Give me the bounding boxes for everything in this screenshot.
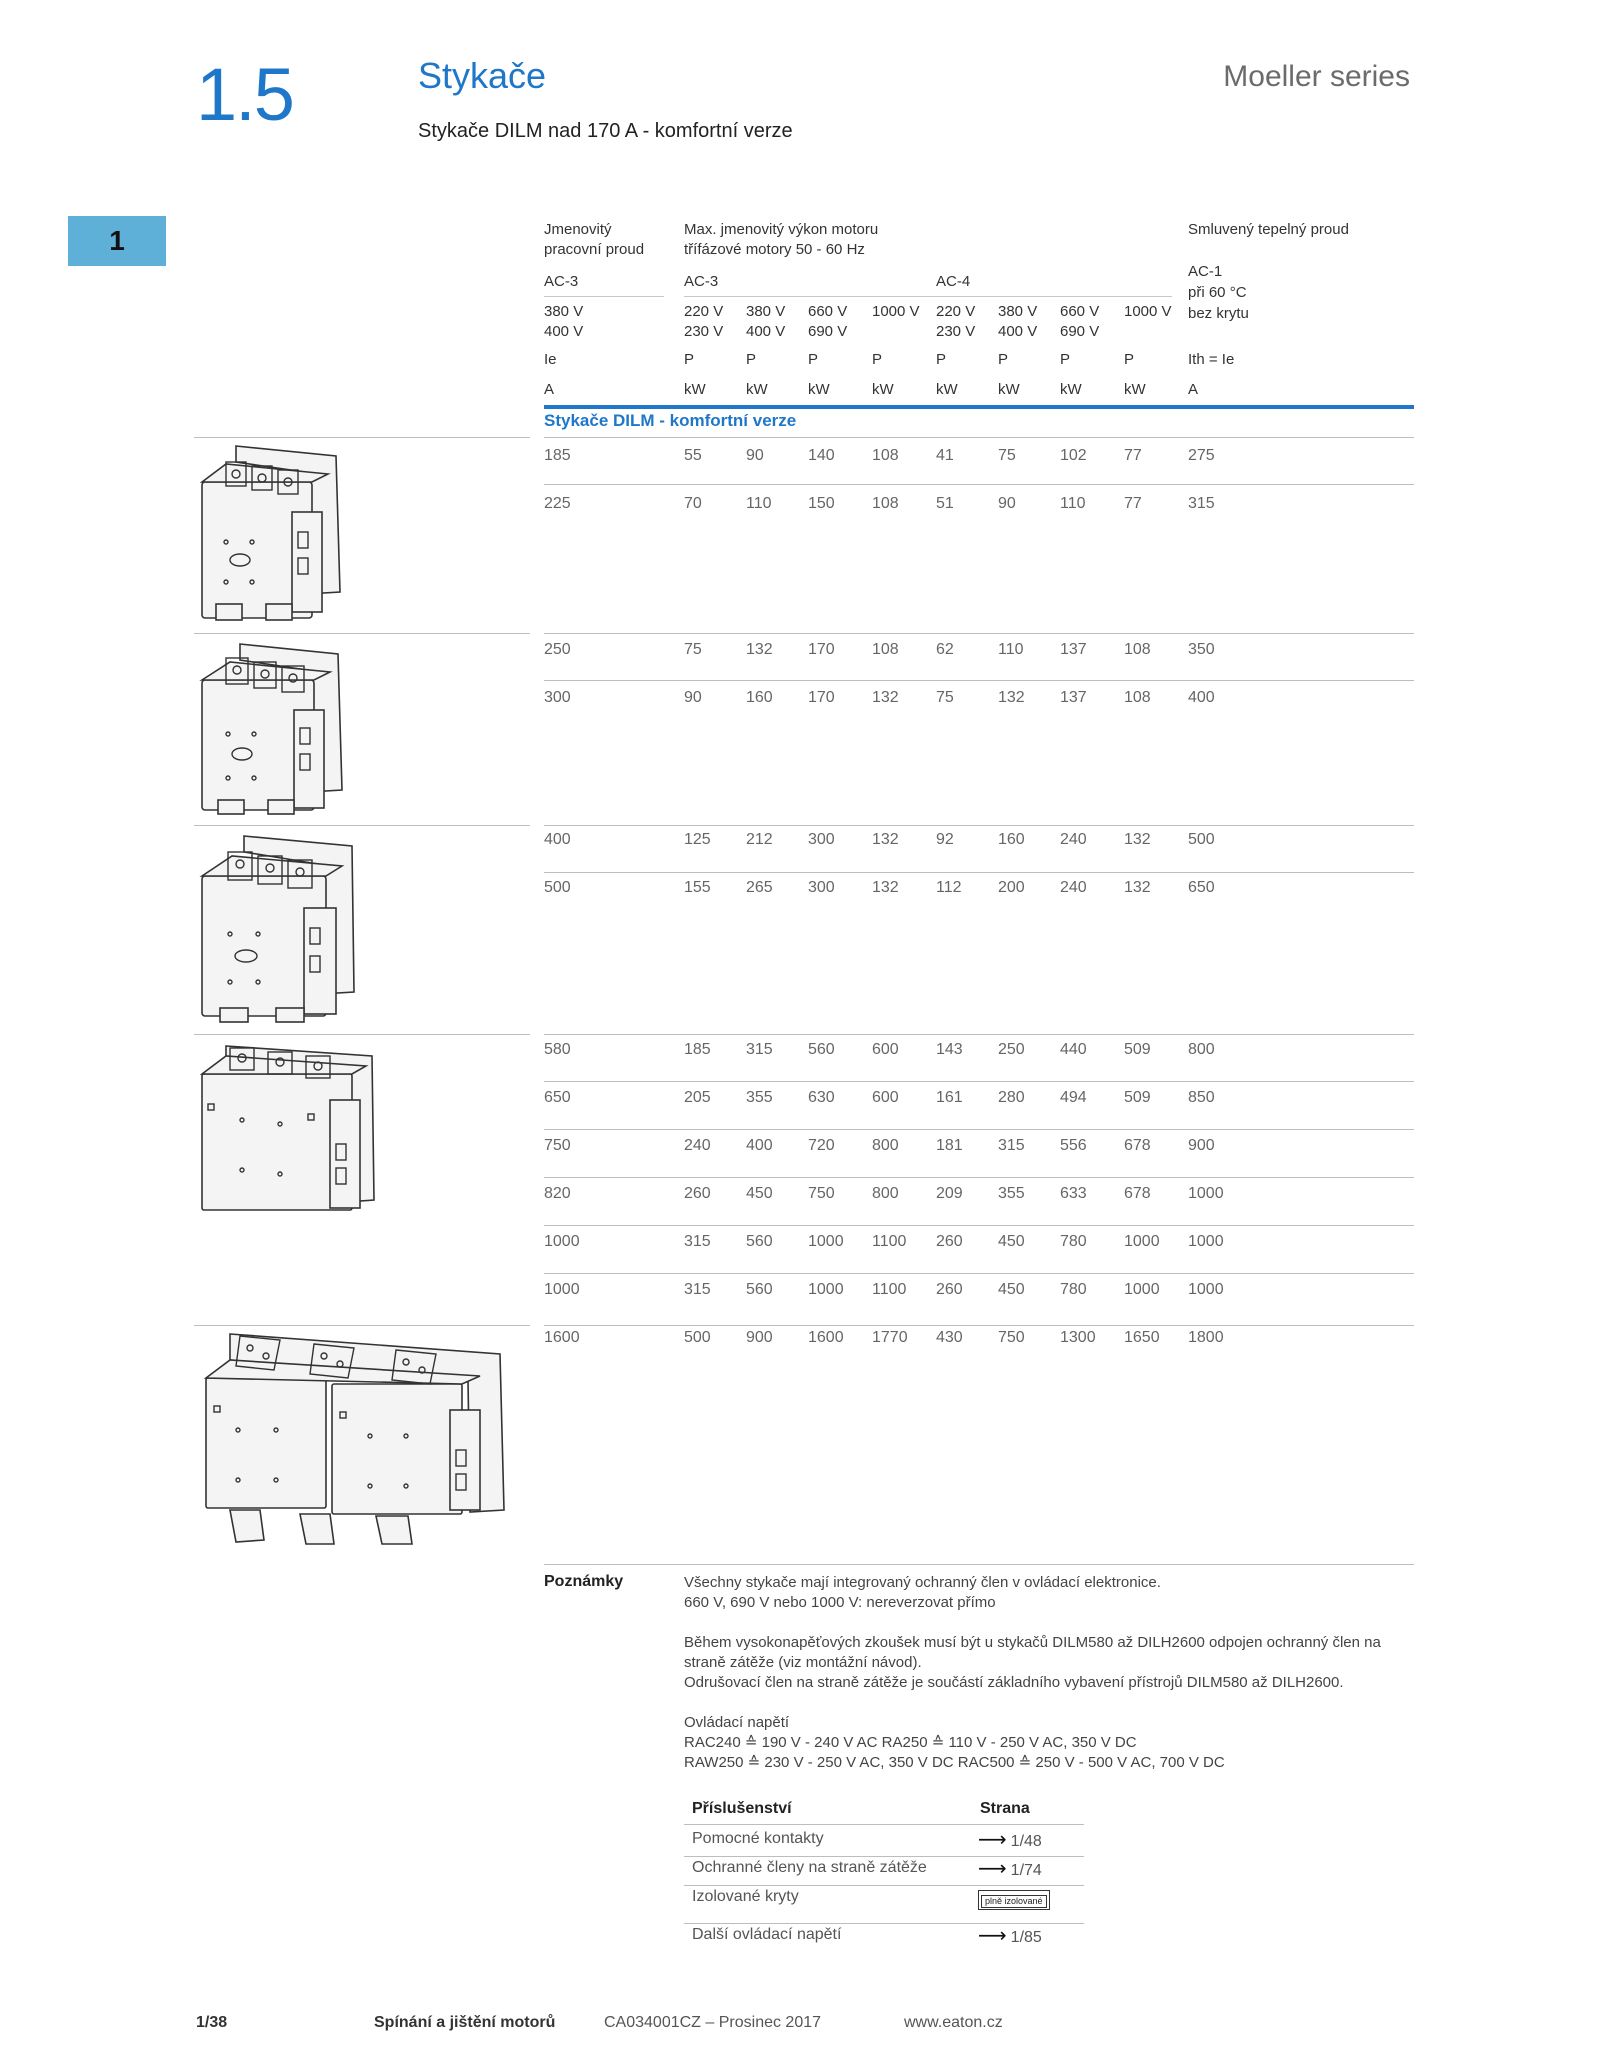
- table-cell: 77: [1124, 495, 1142, 512]
- table-cell: 132: [872, 879, 899, 896]
- row-divider: [544, 1273, 1414, 1274]
- table-cell: 500: [684, 1329, 711, 1346]
- table-cell: 900: [746, 1329, 773, 1346]
- table-cell: 400: [1188, 689, 1215, 706]
- accessories-divider: [684, 1885, 1084, 1886]
- chapter-tab: 1: [68, 216, 166, 266]
- row-divider: [544, 1325, 1414, 1326]
- unit-header: kW: [936, 381, 958, 398]
- note-line: Odrušovací člen na straně zátěže je součástí základního vybavení přístrojů DILM580 až DILH2600.: [684, 1674, 1344, 1691]
- table-cell: 260: [684, 1185, 711, 1202]
- table-cell: 125: [684, 831, 711, 848]
- table-cell: 132: [872, 689, 899, 706]
- table-cell: 90: [684, 689, 702, 706]
- image-divider: [194, 825, 530, 826]
- contactor-drawing-2: [196, 640, 346, 820]
- table-cell: 900: [1188, 1137, 1215, 1154]
- symbol-header: P: [808, 351, 819, 368]
- note-line: Během vysokonapěťových zkoušek musí být u stykačů DILM580 až DILH2600 odpojen ochranný člen na: [684, 1634, 1381, 1651]
- table-cell: 400: [746, 1137, 773, 1154]
- voltage-header: 380 V 400 V: [746, 303, 786, 340]
- voltage-header: 660 V 690 V: [1060, 303, 1100, 340]
- note-line: RAC240 ≙ 190 V - 240 V AC RA250 ≙ 110 V - 250 V AC, 350 V DC: [684, 1734, 1137, 1751]
- table-cell: 720: [808, 1137, 835, 1154]
- table-cell: 212: [746, 831, 773, 848]
- col-ac1-temp: při 60 °C: [1188, 284, 1247, 301]
- col-ac4: AC-4: [936, 273, 971, 290]
- table-cell: 143: [936, 1041, 963, 1058]
- unit-header: A: [544, 381, 555, 398]
- row-divider: [544, 1081, 1414, 1082]
- symbol-header: P: [1124, 351, 1135, 368]
- table-cell: 240: [1060, 879, 1087, 896]
- table-cell: 102: [1060, 447, 1087, 464]
- row-divider: [544, 1225, 1414, 1226]
- table-cell: 315: [1188, 495, 1215, 512]
- table-cell: 633: [1060, 1185, 1087, 1202]
- table-cell: 1000: [808, 1281, 844, 1298]
- table-cell: 750: [544, 1137, 571, 1154]
- table-cell: 750: [998, 1329, 1025, 1346]
- note-line: Ovládací napětí: [684, 1714, 790, 1731]
- col-group-thermal: Smluvený tepelný proud: [1188, 221, 1349, 238]
- table-cell: 315: [684, 1281, 711, 1298]
- table-cell: 110: [746, 495, 772, 512]
- col-group-power: Max. jmenovitý výkon motoru třífázové motory 50 - 60 Hz: [684, 221, 879, 258]
- row-divider: [544, 437, 1414, 438]
- table-cell: 500: [1188, 831, 1215, 848]
- table-cell: 137: [1060, 641, 1087, 658]
- accessory-page-link[interactable]: ⟶ 1/74: [978, 1858, 1042, 1880]
- accessory-item-covers: Izolované kryty: [692, 1888, 799, 1905]
- table-cell: 108: [872, 641, 899, 658]
- table-cell: 260: [936, 1233, 963, 1250]
- image-divider: [194, 1325, 530, 1326]
- table-cell: 108: [1124, 689, 1151, 706]
- col-ac3-left: AC-3: [544, 273, 579, 290]
- table-cell: 440: [1060, 1041, 1087, 1058]
- row-divider: [544, 1034, 1414, 1035]
- table-cell: 780: [1060, 1281, 1087, 1298]
- table-cell: 1000: [1124, 1281, 1160, 1298]
- voltage-header: 1000 V: [872, 303, 920, 320]
- col-group-current: Jmenovitý pracovní proud: [544, 221, 645, 258]
- symbol-header: P: [998, 351, 1009, 368]
- series-label: Moeller series: [1223, 60, 1410, 93]
- row-divider: [544, 633, 1414, 634]
- table-cell: 75: [684, 641, 702, 658]
- table-cell: 90: [998, 495, 1016, 512]
- table-cell: 62: [936, 641, 954, 658]
- row-divider: [544, 484, 1414, 485]
- unit-header: kW: [872, 381, 894, 398]
- table-cell: 355: [746, 1089, 773, 1106]
- footer-document: CA034001CZ – Prosinec 2017: [604, 2014, 822, 2031]
- arrow-right-icon: ⟶: [978, 1925, 1007, 1947]
- page-title: Stykače: [418, 55, 547, 96]
- table-cell: 275: [1188, 447, 1215, 464]
- contactor-drawing-5: [200, 1330, 510, 1546]
- table-cell: 556: [1060, 1137, 1087, 1154]
- table-cell: 1000: [544, 1233, 580, 1250]
- table-cell: 678: [1124, 1185, 1151, 1202]
- table-cell: 108: [872, 495, 899, 512]
- table-cell: 1000: [1188, 1233, 1224, 1250]
- voltage-header: 220 V 230 V: [936, 303, 976, 340]
- table-cell: 560: [746, 1233, 773, 1250]
- table-cell: 132: [1124, 831, 1151, 848]
- table-cell: 1770: [872, 1329, 908, 1346]
- unit-header: A: [1188, 381, 1199, 398]
- table-cell: 260: [936, 1281, 963, 1298]
- footer-section: Spínání a jištění motorů: [374, 2014, 556, 2031]
- table-cell: 41: [936, 447, 954, 464]
- table-cell: 90: [746, 447, 764, 464]
- row-divider: [544, 1129, 1414, 1130]
- image-divider: [194, 633, 530, 634]
- unit-header: kW: [998, 381, 1020, 398]
- header-rule: [684, 296, 1172, 297]
- table-cell: 132: [872, 831, 899, 848]
- table-cell: 820: [544, 1185, 571, 1202]
- voltage-header: 660 V 690 V: [808, 303, 848, 340]
- table-cell: 450: [998, 1281, 1025, 1298]
- table-cell: 75: [936, 689, 954, 706]
- table-cell: 650: [1188, 879, 1215, 896]
- accessory-page-link[interactable]: ⟶ 1/85: [978, 1925, 1042, 1947]
- table-cell: 77: [1124, 447, 1142, 464]
- symbol-header: Ie: [544, 351, 557, 368]
- table-cell: 450: [998, 1233, 1025, 1250]
- table-cell: 678: [1124, 1137, 1151, 1154]
- table-cell: 205: [684, 1089, 711, 1106]
- row-divider: [544, 680, 1414, 681]
- table-cell: 240: [1060, 831, 1087, 848]
- table-cell: 300: [808, 879, 835, 896]
- notes-text: [684, 1573, 1381, 1773]
- unit-header: kW: [684, 381, 706, 398]
- table-cell: 92: [936, 831, 954, 848]
- table-cell: 300: [808, 831, 835, 848]
- page-subtitle: Stykače DILM nad 170 A - komfortní verze: [418, 120, 793, 142]
- contactor-drawing-4: [196, 1040, 376, 1216]
- table-cell: 1600: [808, 1329, 844, 1346]
- table-cell: 1000: [808, 1233, 844, 1250]
- table-cell: 185: [544, 447, 571, 464]
- table-cell: 250: [544, 641, 571, 658]
- accessory-item-voltage: Další ovládací napětí: [692, 1926, 842, 1943]
- table-cell: 800: [872, 1137, 899, 1154]
- table-cell: 181: [936, 1137, 963, 1154]
- voltage-header: 380 V 400 V: [544, 303, 584, 340]
- table-cell: 108: [1124, 641, 1151, 658]
- table-cell: 630: [808, 1089, 835, 1106]
- table-cell: 132: [1124, 879, 1151, 896]
- table-cell: 500: [544, 879, 571, 896]
- table-cell: 560: [808, 1041, 835, 1058]
- table-cell: 315: [684, 1233, 711, 1250]
- table-cell: 137: [1060, 689, 1087, 706]
- table-cell: 280: [998, 1089, 1025, 1106]
- col-ac1: AC-1: [1188, 263, 1223, 280]
- table-cell: 132: [746, 641, 773, 658]
- note-line: 660 V, 690 V nebo 1000 V: nereverzovat přímo: [684, 1594, 996, 1611]
- table-section-label: Stykače DILM - komfortní verze: [544, 411, 797, 430]
- fully-insulated-badge: plně izolované: [978, 1890, 1050, 1910]
- symbol-header: Ith = Ie: [1188, 351, 1235, 368]
- table-cell: 1300: [1060, 1329, 1096, 1346]
- table-cell: 1800: [1188, 1329, 1224, 1346]
- table-cell: 209: [936, 1185, 963, 1202]
- table-cell: 170: [808, 641, 835, 658]
- col-ac1-cover: bez krytu: [1188, 305, 1249, 322]
- table-cell: 1600: [544, 1329, 580, 1346]
- table-cell: 110: [998, 641, 1024, 658]
- table-cell: 51: [936, 495, 954, 512]
- table-cell: 450: [746, 1185, 773, 1202]
- table-cell: 240: [684, 1137, 711, 1154]
- note-line: RAW250 ≙ 230 V - 250 V AC, 350 V DC RAC500 ≙ 250 V - 500 V AC, 700 V DC: [684, 1754, 1225, 1771]
- table-cell: 350: [1188, 641, 1215, 658]
- table-cell: 132: [998, 689, 1025, 706]
- table-cell: 400: [544, 831, 571, 848]
- table-cell: 225: [544, 495, 571, 512]
- row-divider: [544, 825, 1414, 826]
- table-cell: 170: [808, 689, 835, 706]
- table-cell: 250: [998, 1041, 1025, 1058]
- table-cell: 1100: [872, 1281, 907, 1298]
- header-rule: [544, 296, 664, 297]
- note-line: Všechny stykače mají integrovaný ochranný člen v ovládací elektronice.: [684, 1574, 1161, 1591]
- table-cell: 750: [808, 1185, 835, 1202]
- unit-header: kW: [1060, 381, 1082, 398]
- table-cell: 140: [808, 447, 835, 464]
- voltage-header: 220 V 230 V: [684, 303, 724, 340]
- table-cell: 509: [1124, 1089, 1151, 1106]
- table-cell: 200: [998, 879, 1025, 896]
- table-cell: 112: [936, 879, 962, 896]
- table-cell: 70: [684, 495, 702, 512]
- table-cell: 650: [544, 1089, 571, 1106]
- accessory-page-link[interactable]: ⟶ 1/48: [978, 1829, 1042, 1851]
- symbol-header: P: [872, 351, 883, 368]
- table-cell: 110: [1060, 495, 1086, 512]
- accessories-header: Příslušenství: [692, 1800, 792, 1817]
- symbol-header: P: [1060, 351, 1071, 368]
- footer-page-number: 1/38: [196, 2014, 228, 2031]
- image-divider: [194, 437, 530, 438]
- table-cell: 1650: [1124, 1329, 1160, 1346]
- accessory-item-aux-contacts: Pomocné kontakty: [692, 1830, 824, 1847]
- note-line: straně zátěže (viz montážní návod).: [684, 1654, 922, 1671]
- table-cell: 160: [998, 831, 1025, 848]
- table-cell: 800: [872, 1185, 899, 1202]
- accessory-item-protection: Ochranné členy na straně zátěže: [692, 1859, 927, 1876]
- symbol-header: P: [936, 351, 947, 368]
- table-cell: 1000: [1188, 1185, 1224, 1202]
- table-cell: 509: [1124, 1041, 1151, 1058]
- arrow-right-icon: ⟶: [978, 1858, 1007, 1880]
- col-ac3: AC-3: [684, 273, 719, 290]
- unit-header: kW: [1124, 381, 1146, 398]
- table-cell: 315: [746, 1041, 773, 1058]
- page-column-header: Strana: [980, 1800, 1030, 1817]
- table-cell: 185: [684, 1041, 711, 1058]
- table-cell: 150: [808, 495, 835, 512]
- table-cell: 1000: [1188, 1281, 1224, 1298]
- notes-label: Poznámky: [544, 1573, 624, 1590]
- voltage-header: 380 V 400 V: [998, 303, 1038, 340]
- table-cell: 300: [544, 689, 571, 706]
- table-cell: 850: [1188, 1089, 1215, 1106]
- table-cell: 108: [872, 447, 899, 464]
- notes-divider: [544, 1564, 1414, 1565]
- table-cell: 75: [998, 447, 1016, 464]
- accessories-divider: [684, 1824, 1084, 1825]
- image-divider: [194, 1034, 530, 1035]
- contactor-drawing-3: [196, 832, 356, 1028]
- table-cell: 161: [936, 1089, 963, 1106]
- table-cell: 800: [1188, 1041, 1215, 1058]
- table-cell: 160: [746, 689, 773, 706]
- table-cell: 55: [684, 447, 702, 464]
- table-cell: 580: [544, 1041, 571, 1058]
- symbol-header: P: [746, 351, 757, 368]
- unit-header: kW: [746, 381, 768, 398]
- contactor-drawing-1: [196, 442, 344, 628]
- table-cell: 355: [998, 1185, 1025, 1202]
- table-cell: 430: [936, 1329, 963, 1346]
- table-cell: 155: [684, 879, 711, 896]
- section-number: 1.5: [196, 53, 293, 136]
- footer-url[interactable]: www.eaton.cz: [904, 2014, 1003, 2031]
- voltage-header: 1000 V: [1124, 303, 1172, 320]
- table-cell: 315: [998, 1137, 1025, 1154]
- table-cell: 780: [1060, 1233, 1087, 1250]
- arrow-right-icon: ⟶: [978, 1829, 1007, 1851]
- table-cell: 494: [1060, 1089, 1087, 1106]
- unit-header: kW: [808, 381, 830, 398]
- row-divider: [544, 872, 1414, 873]
- row-divider: [544, 1177, 1414, 1178]
- table-cell: 1100: [872, 1233, 907, 1250]
- table-cell: 600: [872, 1089, 899, 1106]
- table-cell: 560: [746, 1281, 773, 1298]
- table-cell: 265: [746, 879, 773, 896]
- table-cell: 600: [872, 1041, 899, 1058]
- table-cell: 1000: [1124, 1233, 1160, 1250]
- table-header-divider: [544, 405, 1414, 409]
- symbol-header: P: [684, 351, 695, 368]
- table-cell: 1000: [544, 1281, 580, 1298]
